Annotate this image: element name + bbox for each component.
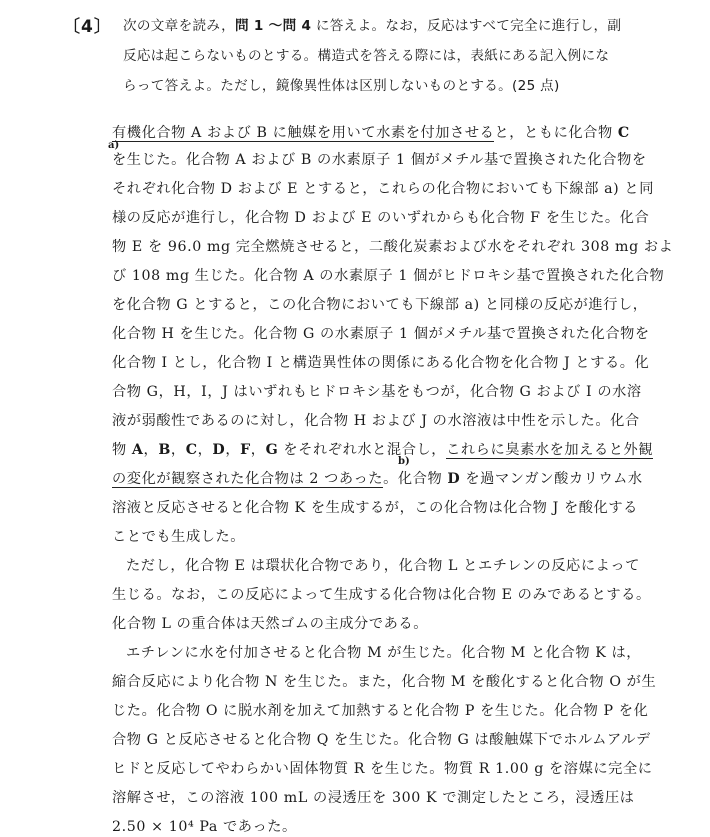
passage-line: 生じる。なお，この反応によって生成する化合物は化合物 E のみであるとする。 — [112, 587, 651, 603]
intro-text: 次の文章を読み， — [123, 18, 235, 34]
intro-line-2: 反応は起こらないものとする。構造式を答える際には，表紙にある記入例にな — [123, 48, 610, 64]
passage-line: じた。化合物 O に脱水剤を加えて加熱すると化合物 P を生じた。化合物 P を化 — [112, 703, 649, 719]
passage-text: 。化合物 D を過マンガン酸カリウム水 — [383, 471, 643, 487]
passage-line: ヒドと反応してやわらかい固体物質 R を生じた。物質 R 1.00 g を溶媒に完全に — [112, 761, 653, 777]
passage-line: エチレンに水を付加させると化合物 M が生じた。化合物 M と化合物 K は， — [126, 645, 642, 661]
underline-b-part1: これらに臭素水を加えると外観 — [446, 442, 654, 458]
passage-line: 液が弱酸性であるのに対し，化合物 H および J の水溶液は中性を示した。化合 — [112, 413, 640, 429]
passage-line: ただし，化合物 E は環状化合物であり，化合物 L とエチレンの反応によって — [126, 558, 640, 574]
marker-b: b) — [398, 456, 410, 467]
passage-line: 化合物 L の重合体は天然ゴムの主成分である。 — [112, 616, 428, 632]
intro-questions-ref: 問 1 〜問 4 — [234, 18, 312, 34]
passage-line: 様の反応が進行し，化合物 D および E のいずれからも化合物 F を生じた。化合 — [112, 210, 650, 226]
intro-line-1 — [123, 14, 621, 34]
question-number: 〔4〕 — [63, 17, 112, 37]
passage-text: 物 A，B，C，D，F，G をそれぞれ水と混合し， — [112, 442, 447, 458]
passage-line: 化合物 I とし，化合物 I と構造異性体の関係にある化合物を化合物 J とする。化 — [112, 355, 650, 371]
passage-text: と，ともに化合物 C — [494, 125, 630, 141]
passage-line — [112, 440, 653, 460]
passage-line: を生じた。化合物 A および B の水素原子 1 個がメチル基で置換された化合物を — [112, 152, 647, 168]
passage-line — [112, 123, 630, 143]
underline-a: 有機化合物 A および B に触媒を用いて水素を付加させる — [112, 125, 495, 141]
passage-line — [112, 469, 643, 489]
passage-line: 縮合反応により化合物 N を生じた。また，化合物 M を酸化すると化合物 O が生 — [112, 674, 657, 690]
passage-line: 物 E を 96.0 mg 完全燃焼させると，二酸化炭素および水をそれぞれ 308 mg およ — [112, 239, 674, 255]
passage-line: 溶解させ，この溶液 100 mL の浸透圧を 300 K で測定したところ，浸透圧は — [112, 790, 635, 806]
passage-line: び 108 mg 生じた。化合物 A の水素原子 1 個がヒドロキシ基で置換された化合物 — [112, 268, 665, 284]
intro-line-3: らって答えよ。ただし，鏡像異性体は区別しないものとする。(25 点) — [123, 78, 560, 94]
passage-line: それぞれ化合物 D および E とすると，これらの化合物においても下線部 a) と同 — [112, 181, 654, 197]
passage-line: 合物 G，H，I，J はいずれもヒドロキシ基をもつが，化合物 G および I の水溶 — [112, 384, 642, 400]
passage-line: 溶液と反応させると化合物 K を生成するが，この化合物は化合物 J を酸化する — [112, 500, 638, 516]
passage-line: 合物 G と反応させると化合物 Q を生じた。化合物 G は酸触媒下でホルムアルデ — [112, 732, 651, 748]
passage-line: ことでも生成した。 — [112, 529, 246, 545]
underline-b-part2: の変化が観察された化合物は 2 つあった — [112, 471, 384, 487]
passage-line: を化合物 G とすると，この化合物においても下線部 a) と同様の反応が進行し， — [112, 297, 648, 313]
intro-text: に答えよ。なお，反応はすべて完全に進行し，副 — [311, 18, 622, 34]
passage-line: 化合物 H を生じた。化合物 G の水素原子 1 個がメチル基で置換された化合物を — [112, 326, 650, 342]
passage-line: 2.50 × 10⁴ Pa であった。 — [112, 819, 297, 835]
marker-a: a) — [108, 140, 120, 151]
